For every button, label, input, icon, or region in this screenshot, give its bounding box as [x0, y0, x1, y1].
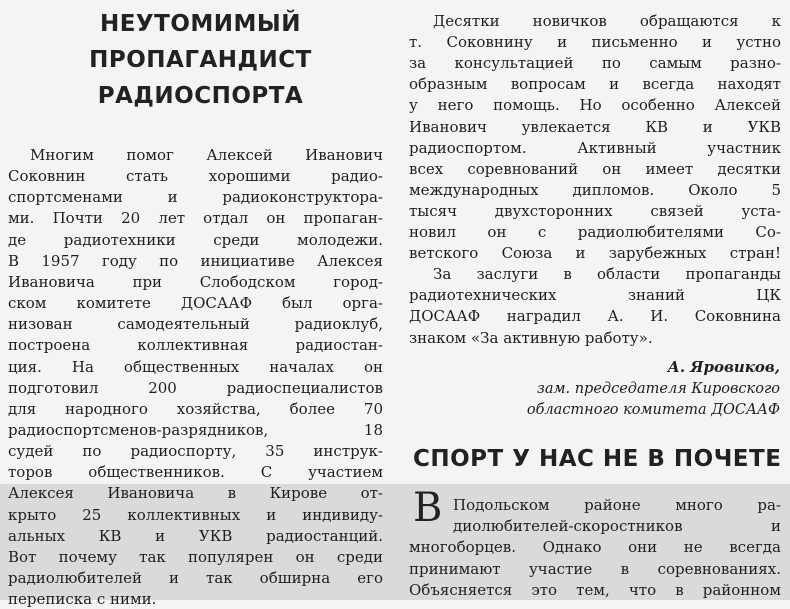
body-line: За заслуги в области пропаганды [433, 265, 781, 284]
signature-title-line-2: областного комитета ДОСААФ [526, 402, 780, 418]
body-line: всех соревнований он имеет десятки [409, 159, 781, 178]
drop-cap: В [413, 485, 443, 531]
body-line: Алексея Ивановича в Кирове от- [8, 484, 383, 503]
body-line: торов общественников. С участием [8, 463, 383, 482]
body-line: радиолюбителей и так обширна его [8, 569, 383, 587]
body-line: международных дипломов. Около 5 [409, 180, 781, 199]
body-line: Вот почему так популярен он среди [8, 547, 383, 566]
body-line: диолюбителей-скоростников и [453, 517, 781, 536]
body-line: ДОСААФ наградил А. И. Соковнина [409, 307, 781, 326]
article-title-line-1: НЕУТОМИМЫЙ [99, 11, 302, 37]
body-line: для народного хозяйства, более 70 [8, 399, 383, 418]
body-line: подготовил 200 радиоспециалистов [8, 378, 383, 397]
body-line: ция. На общественных началах он [8, 357, 383, 376]
body-line: Объясняется это тем, что в районном [409, 580, 781, 599]
body-line: Многим помог Алексей Иванович [30, 146, 383, 164]
body-line: ветского Союза и зарубежных стран! [409, 244, 781, 263]
body-line: образным вопросам и всегда находят [409, 75, 781, 94]
body-line: Иванович увлекается КВ и УКВ [409, 117, 781, 136]
body-line: у него помощь. Но особенно Алексей [409, 96, 781, 115]
left-column [8, 0, 393, 609]
body-line: Ивановича при Слободском город- [8, 272, 383, 291]
body-line: многоборцев. Однако они не всегда [409, 538, 781, 557]
body-line: Десятки новичков обращаются к [433, 12, 781, 30]
body-line: переписка с ними. [8, 590, 157, 609]
body-line: низован самодеятельный радиоклуб, [8, 315, 383, 334]
article-title-line-3: РАДИОСПОРТА [97, 83, 304, 109]
article2-title: СПОРТ У НАС НЕ В ПОЧЕТЕ [413, 446, 782, 472]
body-line: Соковнин стать хорошими радио- [8, 167, 383, 186]
body-line: новил он с радиолюбителями Со- [409, 223, 781, 241]
body-line: построена коллективная радиостан- [8, 336, 383, 355]
right-column [405, 0, 790, 600]
body-line: спортсменами и радиоконструктора- [8, 188, 383, 207]
body-line: радиоспортом. Активный участник [409, 138, 781, 157]
body-line: альных КВ и УКВ радиостанций. [8, 526, 383, 545]
body-line: знаком «За активную работу». [409, 328, 653, 347]
body-line: ском комитете ДОСААФ был орга- [8, 294, 383, 313]
article-title-line-2: ПРОПАГАНДИСТ [89, 47, 312, 73]
body-line: Подольском районе много ра- [453, 496, 781, 514]
body-line: радиоспортсменов-разрядников, 18 [8, 420, 383, 439]
body-line: крыто 25 коллективных и индивиду- [8, 505, 383, 524]
body-line: радиотехнических знаний ЦК [409, 286, 781, 305]
body-line: В 1957 году по инициативе Алексея [8, 251, 383, 270]
body-line: судей по радиоспорту, 35 инструк- [8, 442, 383, 461]
body-line: ми. Почти 20 лет отдал он пропаган- [8, 209, 383, 228]
body-line: тысяч двухсторонних связей уста- [409, 201, 781, 220]
body-line: за консультацией по самым разно- [409, 54, 781, 73]
body-line: де радиотехники среди молодежи. [8, 230, 383, 249]
signature-name: А. Яровиков, [667, 358, 780, 376]
body-line: принимают участие в соревнованиях. [409, 559, 781, 578]
body-line: т. Соковнину и письменно и устно [409, 33, 781, 52]
signature-title-line-1: зам. председателя Кировского [536, 381, 780, 397]
